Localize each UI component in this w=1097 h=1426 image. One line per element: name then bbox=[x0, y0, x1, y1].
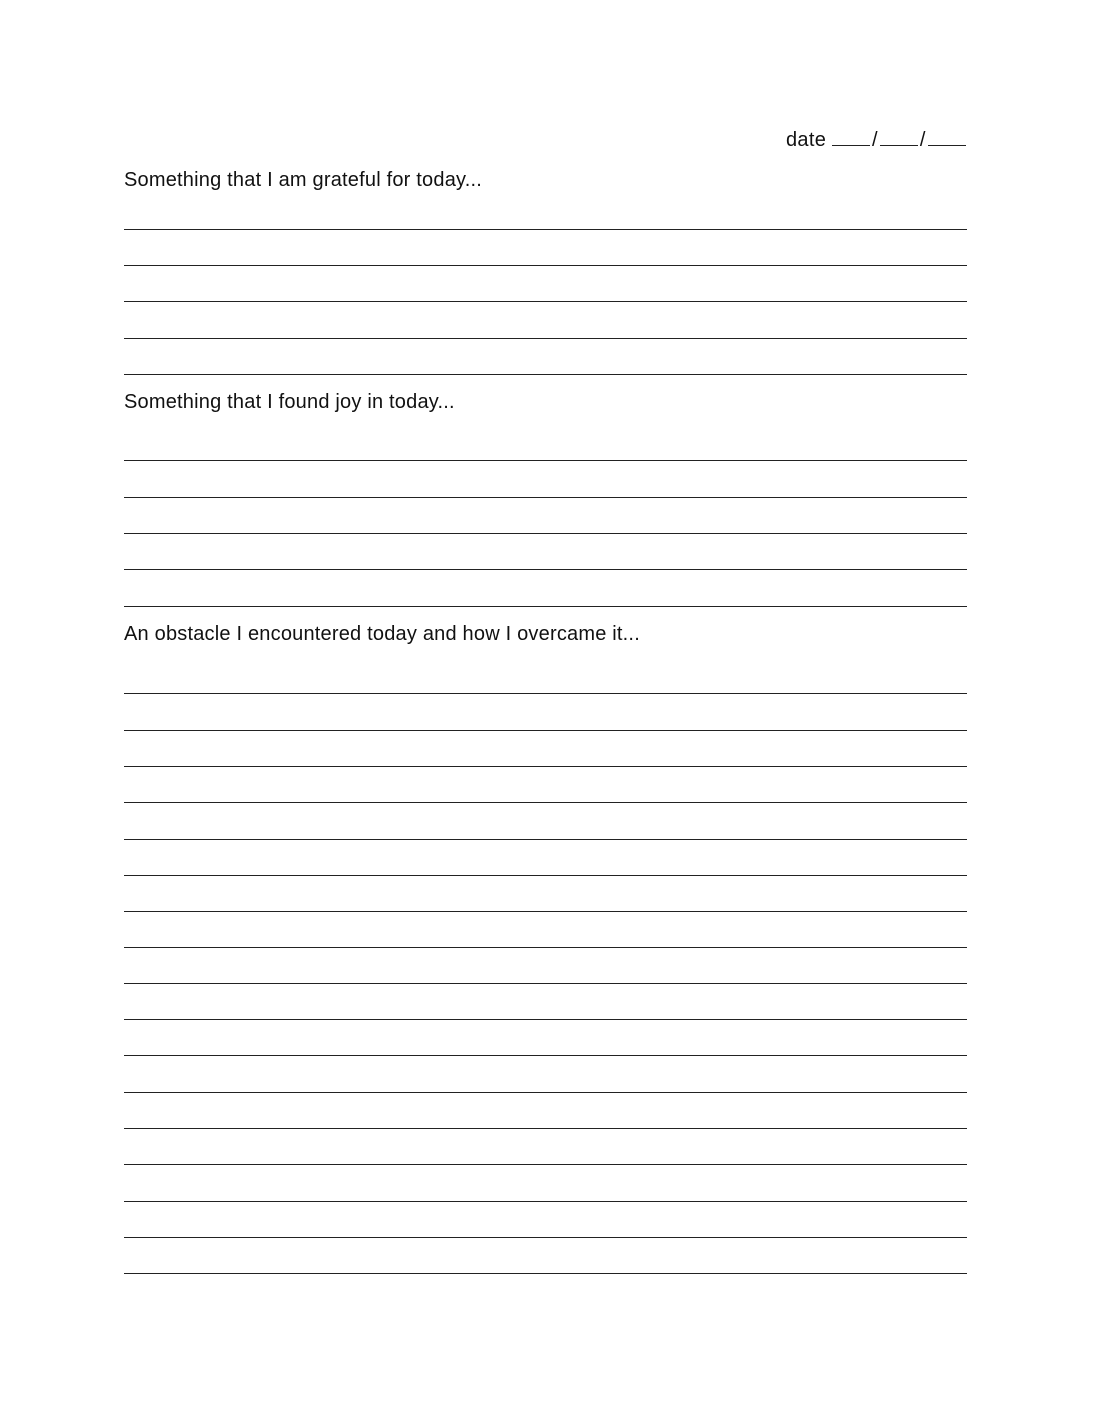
writing-line[interactable] bbox=[124, 1019, 967, 1020]
writing-line[interactable] bbox=[124, 338, 967, 339]
writing-line[interactable] bbox=[124, 301, 967, 302]
date-separator: / bbox=[919, 129, 926, 151]
writing-line[interactable] bbox=[124, 265, 967, 266]
writing-line[interactable] bbox=[124, 1164, 967, 1165]
writing-line[interactable] bbox=[124, 1128, 967, 1129]
writing-line[interactable] bbox=[124, 839, 967, 840]
writing-line[interactable] bbox=[124, 497, 967, 498]
writing-line[interactable] bbox=[124, 875, 967, 876]
writing-line[interactable] bbox=[124, 1201, 967, 1202]
writing-line[interactable] bbox=[124, 569, 967, 570]
joy-prompt: Something that I found joy in today... bbox=[124, 391, 455, 413]
writing-line[interactable] bbox=[124, 911, 967, 912]
writing-line[interactable] bbox=[124, 730, 967, 731]
writing-line[interactable] bbox=[124, 983, 967, 984]
writing-line[interactable] bbox=[124, 1092, 967, 1093]
obstacle-prompt: An obstacle I encountered today and how I overcame it... bbox=[124, 623, 640, 645]
writing-line[interactable] bbox=[124, 533, 967, 534]
writing-line[interactable] bbox=[124, 229, 967, 230]
date-day-blank[interactable] bbox=[880, 129, 918, 146]
writing-line[interactable] bbox=[124, 1273, 967, 1274]
date-field[interactable] bbox=[786, 129, 966, 152]
writing-line[interactable] bbox=[124, 606, 967, 607]
writing-line[interactable] bbox=[124, 1237, 967, 1238]
writing-line[interactable] bbox=[124, 460, 967, 461]
writing-line[interactable] bbox=[124, 374, 967, 375]
date-year-blank[interactable] bbox=[928, 129, 966, 146]
grateful-prompt: Something that I am grateful for today... bbox=[124, 169, 483, 191]
date-month-blank[interactable] bbox=[832, 129, 870, 146]
date-label-text: date bbox=[786, 129, 827, 151]
writing-line[interactable] bbox=[124, 766, 967, 767]
writing-line[interactable] bbox=[124, 1055, 967, 1056]
writing-line[interactable] bbox=[124, 947, 967, 948]
date-separator: / bbox=[872, 129, 878, 151]
writing-line[interactable] bbox=[124, 693, 967, 694]
writing-line[interactable] bbox=[124, 802, 967, 803]
